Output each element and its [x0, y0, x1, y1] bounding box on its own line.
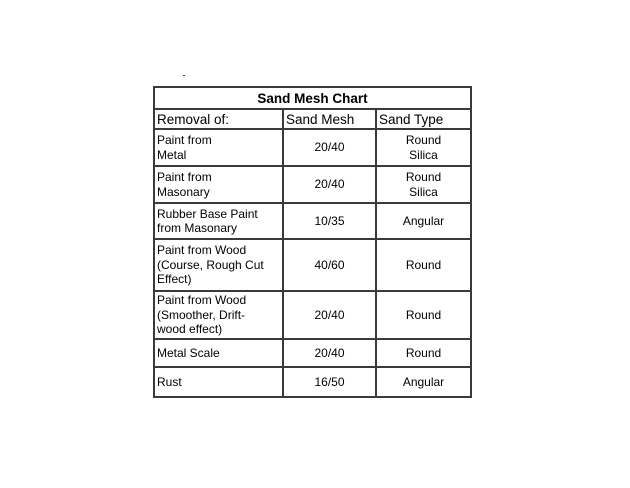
mesh-cell: 20/40 — [283, 291, 376, 339]
sand-mesh-chart-table — [153, 86, 472, 398]
type-cell: Round Silica — [376, 129, 471, 166]
table-row — [154, 129, 471, 166]
type-cell: Angular — [376, 367, 471, 397]
table-row — [154, 367, 471, 397]
mesh-cell: 20/40 — [283, 339, 376, 367]
table-row — [154, 291, 471, 339]
title-row — [154, 87, 471, 109]
removal-cell: Paint from Masonary — [154, 166, 283, 203]
removal-cell: Paint from Wood (Course, Rough Cut Effect) — [154, 239, 283, 291]
table-row — [154, 203, 471, 239]
mesh-cell: 40/60 — [283, 239, 376, 291]
removal-cell: Paint from Metal — [154, 129, 283, 166]
mesh-cell: 20/40 — [283, 166, 376, 203]
type-cell: Round — [376, 239, 471, 291]
type-cell: Round — [376, 339, 471, 367]
type-cell: Angular — [376, 203, 471, 239]
table-row — [154, 166, 471, 203]
removal-cell: Paint from Wood (Smoother, Drift- wood effect) — [154, 291, 283, 339]
header-sand-type: Sand Type — [376, 109, 471, 129]
mesh-cell: 20/40 — [283, 129, 376, 166]
header-removal: Removal of: — [154, 109, 283, 129]
header-row — [154, 109, 471, 129]
removal-cell: Rubber Base Paint from Masonary — [154, 203, 283, 239]
mesh-cell: 16/50 — [283, 367, 376, 397]
stray-mark — [183, 75, 185, 76]
removal-cell: Metal Scale — [154, 339, 283, 367]
table-row — [154, 339, 471, 367]
table-title: Sand Mesh Chart — [154, 87, 471, 109]
type-cell: Round Silica — [376, 166, 471, 203]
type-cell: Round — [376, 291, 471, 339]
mesh-cell: 10/35 — [283, 203, 376, 239]
table-row — [154, 239, 471, 291]
removal-cell: Rust — [154, 367, 283, 397]
header-sand-mesh: Sand Mesh — [283, 109, 376, 129]
